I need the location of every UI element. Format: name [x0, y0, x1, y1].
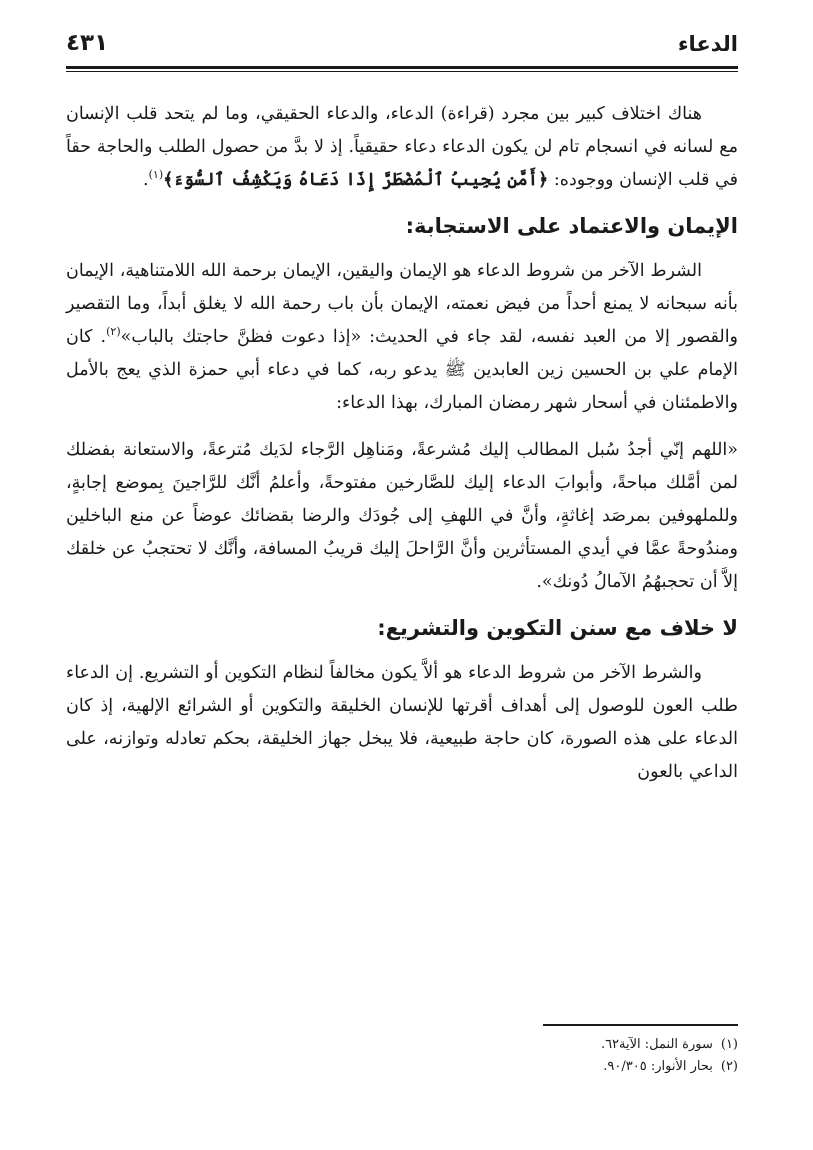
footnotes [66, 1024, 738, 1078]
footnote-1-number: (١) [720, 1037, 738, 1052]
header-rule-thick [66, 66, 738, 69]
footnote-2-number: (٢) [720, 1059, 738, 1074]
footnote-2 [66, 1056, 738, 1078]
paragraph-intro-end: . [143, 170, 149, 190]
spacer [66, 420, 738, 434]
paragraph-norms: والشرط الآخر من شروط الدعاء هو ألاَّ يكون مخالفاً لنظام التكوين أو التشريع. إن الدعاء طلب العون للوصول إلى أهداف أقرتها للإنسان الخليقة والتكوين أو الشرائع الإلهية، إذ كان الدعاء على هذه الصورة، كان حاجة طبيعية، فلا يبخل جهاز الخليقة، بحكم تعادله وتوازنه، على الداعي بالعون [66, 663, 738, 782]
paragraph-faith-text-a: الشرط الآخر من شروط الدعاء هو الإيمان واليقين، الإيمان برحمة الله اللامتناهية، الإيمان بأنه سبحانه لا يمنع أحداً من فيض نعمته، الإيمان بأن باب رحمة الله لا يغلق أبداً، وما التقصير والقصور إلا من العبد نفسه، لقد جاء في الحديث: «إذا دعوت فظنَّ حاجتك بالباب» [66, 261, 739, 347]
footnote-2-text: بحار الأنوار: ٩٠/٣٠٥. [603, 1059, 713, 1074]
footnote-ref-1: (١) [148, 168, 164, 182]
paragraph-faith [66, 255, 738, 420]
page-header [66, 30, 738, 60]
footnote-1-text: سورة النمل: الآية٦٢. [600, 1037, 713, 1052]
paragraph-intro [66, 98, 738, 197]
footnote-1 [66, 1034, 738, 1056]
running-title: الدعاء [677, 32, 738, 56]
book-page [66, 30, 738, 1120]
section-heading-faith: الإيمان والاعتماد على الاستجابة: [405, 214, 738, 238]
paragraph-faith-text-b: . كان الإمام علي بن الحسين زين العابدين ﷺ يدعو ربه، كما في دعاء أبي حمزة الذي يعج بالأمل والاطمئنان في أسحار شهر رمضان المبارك، بهذا الدعاء: [66, 327, 738, 413]
quran-verse: ﴿أَمَّن يُجِيبُ ٱلْمُضْطَرَّ إِذَا دَعَاهُ وَيَكْشِفُ ٱلسُّوٓءَ﴾ [163, 170, 549, 190]
header-rule-thin [66, 71, 738, 72]
paragraph-intro-text: هناك اختلاف كبير بين مجرد (قراءة) الدعاء، والدعاء الحقيقي، وما لم يتحد قلب الإنسان مع لسانه في انسجام تام لن يكون الدعاء دعاء حقيقياً. إذ لا بدَّ من حصول الطلب والحاجة حقاً في قلب الإنسان ووجوده: [66, 104, 738, 190]
page-number: ٤٣١ [66, 30, 109, 56]
page-body [66, 98, 738, 789]
footnote-ref-2: (٢) [106, 325, 121, 339]
section-heading-norms: لا خلاف مع سنن التكوين والتشريع: [377, 616, 738, 640]
supplication-quote: «اللهم إنّي أجدُ سُبل المطالب إليك مُشرعةً، ومَناهِل الرَّجاء لدَيك مُترعةً، والاستعانة بفضلك لمن أمَّلك مباحةً، وأبوابَ الدعاء إليك للصَّارخين مفتوحةً، وأعلمُ أنَّك للرَّاجينَ بِموضع إجابةٍ، وللملهوفين بمرصَد إغاثةٍ، وأنَّ في اللهفِ إلى جُودَك والرضا بقضائك عوضاً عن منع الباخلين ومندُوحةً عمَّا في أيدي المستأثرين وأنَّ الرَّاحلَ إليك قريبُ المسافة، وأنَّك لا تحتجبُ عن خلقك إلاَّ أن تحجبهُمُ الآمالُ دُونك». [66, 440, 738, 592]
footnote-rule [543, 1024, 738, 1026]
